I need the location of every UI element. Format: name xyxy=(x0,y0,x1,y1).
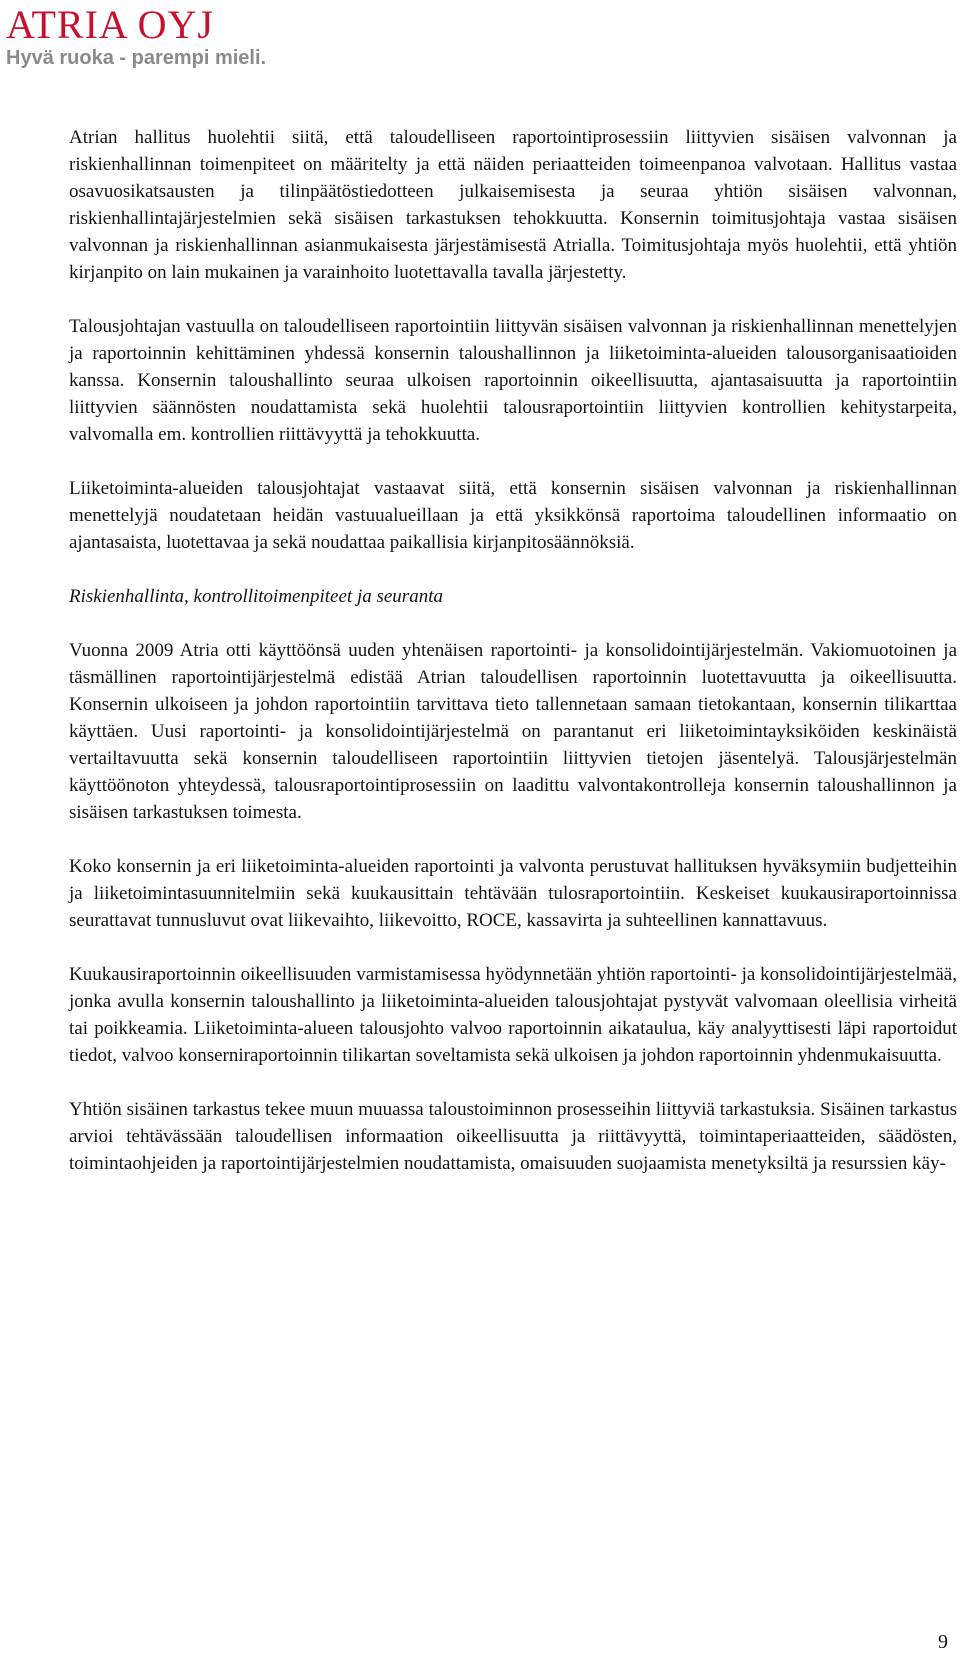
document-body xyxy=(69,124,957,1204)
paragraph-business-area-cfos: Liiketoiminta-alueiden talousjohtajat vastaavat siitä, että konsernin sisäisen valvonnan ja riskienhallinnan menettelyjä noudatetaan heidän vastuualueillaan ja että yksikkönsä raportoima taloudellinen informaatio on ajantasaista, luotettavaa ja sekä noudattaa paikallisia kirjanpitosäännöksiä. xyxy=(69,478,957,553)
page-number: 9 xyxy=(938,1631,948,1653)
paragraph-monthly-reporting: Kuukausiraportoinnin oikeellisuuden varmistamisessa hyödynnetään yhtiön raportointi- ja konsolidointijärjestelmää, jonka avulla konsernin taloushallinto ja liiketoiminta-alueiden talousjohtajat pystyvät valvomaan oleellisia virheitä tai poikkeamia. Liiketoiminta-alueen talousjohto valvoo raportoinnin aikataulua, käy analyyttisesti läpi raportoidut tiedot, valvoo konserniraportoinnin tilikartan soveltamista sekä ulkoisen ja johdon raportoinnin yhdenmukaisuutta. xyxy=(69,964,957,1066)
section-heading: Riskienhallinta, kontrollitoimenpiteet ja seuranta xyxy=(69,586,443,607)
paragraph-cfo-responsibility: Talousjohtajan vastuulla on taloudelliseen raportointiin liittyvän sisäisen valvonnan ja riskienhallinnan menettelyjen ja raportoinnin kehittäminen yhdessä konsernin taloushallinnon ja liiketoiminta-alueiden talousorganisaatioiden kanssa. Konsernin taloushallinto seuraa ulkoisen raportoinnin oikeellisuutta, ajantasaisuutta ja raportointiin liittyvien säännösten noudattamista sekä huolehtii talousraportointiin liittyvien kontrollien kehitystarpeita, valvomalla em. kontrollien riittävyyttä ja tehokkuutta. xyxy=(69,316,957,445)
logo-tagline: Hyvä ruoka - parempi mieli. xyxy=(6,47,267,69)
paragraph-internal-audit: Yhtiön sisäinen tarkastus tekee muun muuassa taloustoiminnon prosesseihin liittyviä tarkastuksia. Sisäinen tarkastus arvioi tehtävässään taloudellisen informaation oikeellisuutta ja riittävyyttä, toimintaperiaatteiden, säädösten, toimintaohjeiden ja raportointijärjestelmien noudattamista, omaisuuden suojaamista menetyksiltä ja resurssien käy- xyxy=(69,1099,957,1174)
logo-title: ATRIA OYJ xyxy=(6,2,214,47)
company-logo xyxy=(6,4,306,74)
paragraph-budgets-and-kpis: Koko konsernin ja eri liiketoiminta-alueiden raportointi ja valvonta perustuvat hallituksen hyväksymiin budjetteihin ja liiketoimintasuunnitelmiin sekä kuukausittain tehtävään tulosraportointiin. Keskeiset kuukausiraportoinnissa seurattavat tunnusluvut ovat liikevaihto, liikevoitto, ROCE, kassavirta ja suhteellinen kannattavuus. xyxy=(69,856,957,931)
paragraph-reporting-system: Vuonna 2009 Atria otti käyttöönsä uuden yhtenäisen raportointi- ja konsolidointijärjestelmän. Vakiomuotoinen ja täsmällinen raportointijärjestelmä edistää Atrian taloudellisen raportoinnin luotettavuutta ja oikeellisuutta. Konsernin ulkoiseen ja johdon raportointiin tarvittava tieto tallennetaan samaan tietokantaan, konsernin tilikarttaa käyttäen. Uusi raportointi- ja konsolidointijärjestelmä on parantanut eri liiketoimintayksiköiden keskinäistä vertailtavuutta sekä konsernin taloudelliseen raportointiin liittyvien tietojen jäsentelyä. Talousjärjestelmän käyttöönoton yhteydessä, talousraportointiprosessiin on laadittu valvontakontrolleja konsernin taloushallinnon ja sisäisen tarkastuksen toimesta. xyxy=(69,640,957,823)
paragraph-board-responsibility: Atrian hallitus huolehtii siitä, että taloudelliseen raportointiprosessiin liittyvien sisäisen valvonnan ja riskienhallinnan toimenpiteet on määritelty ja että näiden periaatteiden toimeenpanoa valvotaan. Hallitus vastaa osavuosikatsausten ja tilinpäätöstiedotteen julkaisemisesta ja seuraa yhtiön sisäisen valvonnan, riskienhallintajärjestelmien sekä sisäisen tarkastuksen tehokkuutta. Konsernin toimitusjohtaja vastaa sisäisen valvonnan ja riskienhallinnan asianmukaisesta järjestämisestä Atrialla. Toimitusjohtaja myös huolehtii, että yhtiön kirjanpito on lain mukainen ja varainhoito luotettavalla tavalla järjestetty. xyxy=(69,127,957,283)
